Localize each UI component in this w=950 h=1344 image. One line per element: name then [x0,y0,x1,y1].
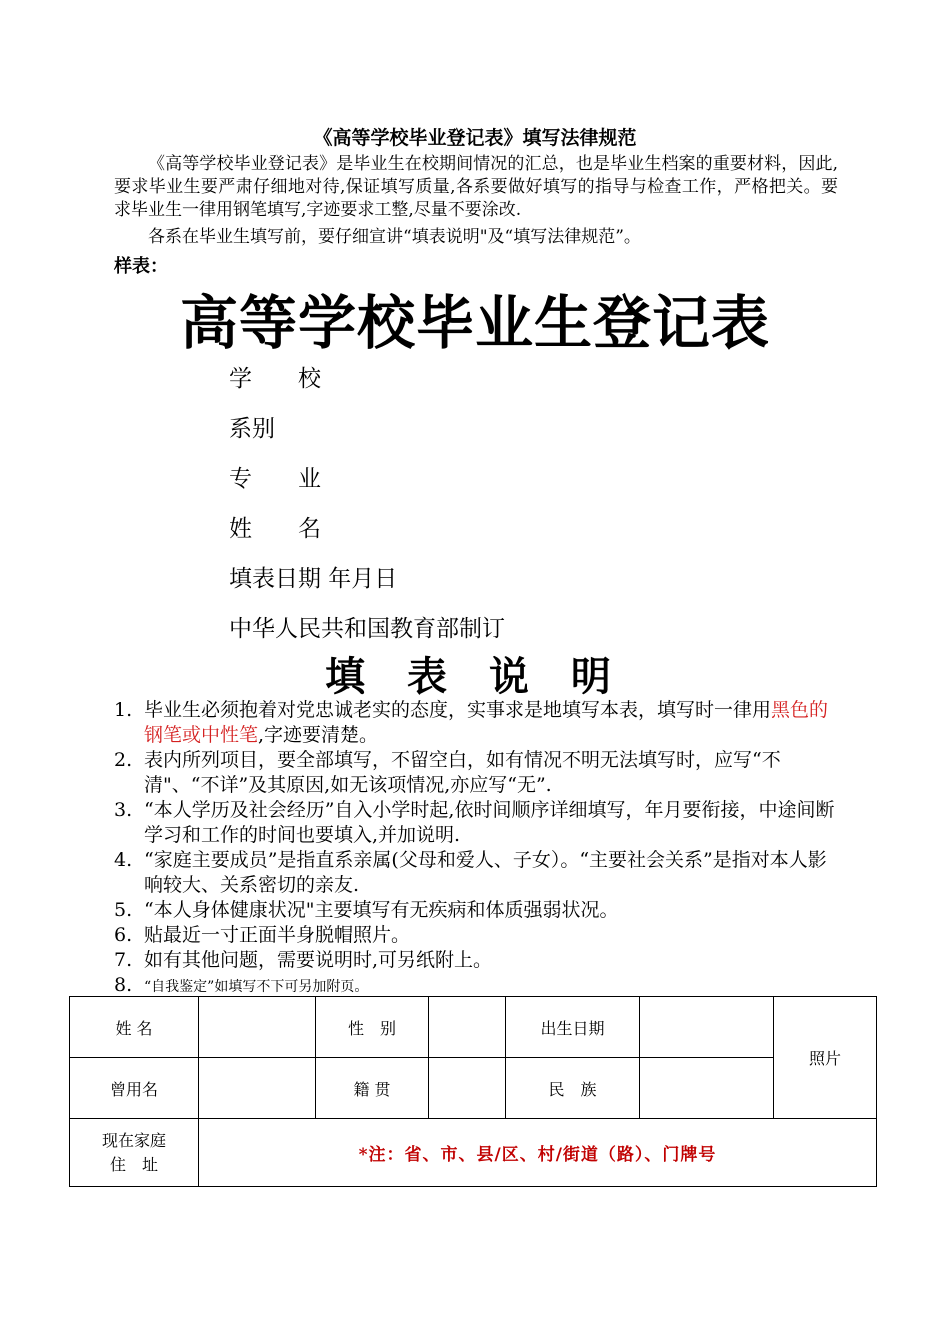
address-cell[interactable] [199,1119,877,1187]
instruction-number: 5. [114,899,133,921]
instruction-number: 2. [114,749,133,771]
instruction-item [114,948,838,973]
former-name-cell[interactable] [199,1058,316,1119]
instruction-item [114,698,838,748]
intro-paragraph-1: 《高等学校毕业登记表》是毕业生在校期间情况的汇总，也是毕业生档案的重要材料，因此,要求毕业生要严肃仔细地对待,保证填写质量,各系要做好填写的指导与检查工作，严格把关。要求毕业生一律用钢笔填写,字迹要求工整,尽量不要涂改. [114,154,838,220]
ethnicity-cell[interactable] [640,1058,774,1119]
birth-date-cell[interactable] [640,997,774,1058]
instruction-number: 7. [114,949,133,971]
gender-cell[interactable] [429,997,506,1058]
instruction-number: 6. [114,924,133,946]
instructions-title: 填 表 说 明 [325,653,625,700]
instructions-list [114,698,838,1000]
instruction-item [114,848,838,898]
cover-field-school: 学 校 [229,366,321,392]
instruction-number: 4. [114,849,133,871]
instruction-number: 1. [114,699,133,721]
instruction-text: “家庭主要成员”是指直系亲属(父母和爱人、子女）。“主要社会关系”是指对本人影响较大、关系密切的亲友. [144,849,827,896]
name-cell[interactable] [199,997,316,1058]
instruction-number: 8. [114,974,133,996]
address-note: *注：省、市、县/区、村/街道（路）、门牌号 [358,1145,717,1165]
address-label [70,1119,199,1187]
cover-field-issuer: 中华人民共和国教育部制订 [229,616,505,642]
cover-field-name: 姓 名 [229,516,321,542]
photo-cell[interactable]: 照片 [774,997,877,1119]
instruction-text: 表内所列项目，要全部填写，不留空白，如有情况不明无法填写时，应写“不清"、“不详”及其原因,如无该项情况,亦应写“无”. [144,749,781,796]
instruction-text: “本人学历及社会经历”自入小学时起,依时间顺序详细填写，年月要衔接，中途间断学习和工作的时间也要填入,并加说明. [144,799,835,846]
address-label-line-2: 住 址 [109,1154,158,1174]
address-label-line-1: 现在家庭 [101,1130,166,1150]
instruction-text: “本人身体健康状况"主要填写有无疾病和体质强弱状况。 [144,899,619,921]
form-title: 高等学校毕业生登记表 [179,289,770,357]
ethnicity-label: 民 族 [506,1058,640,1119]
birth-date-label: 出生日期 [506,997,640,1058]
cover-field-major: 专 业 [229,466,321,492]
native-place-cell[interactable] [429,1058,506,1119]
intro-paragraph-2: 各系在毕业生填写前，要仔细宣讲“填表说明"及“填写法律规范”。 [148,227,641,247]
sample-label: 样表： [114,256,168,277]
instruction-item [114,923,838,948]
instruction-number: 3. [114,799,133,821]
info-table [69,996,877,1187]
name-label: 姓 名 [70,997,199,1058]
instruction-highlight: 黑色的钢笔或中性笔 [144,699,829,746]
former-name-label: 曾用名 [70,1058,199,1119]
cover-field-department: 系别 [229,416,275,442]
instruction-text: “自我鉴定”如填写不下可另加附页。 [144,979,369,995]
instruction-text: 贴最近一寸正面半身脱帽照片。 [144,924,411,946]
instruction-text: 如有其他问题，需要说明时,可另纸附上。 [144,949,493,971]
cover-field-date: 填表日期 年月日 [229,566,398,592]
instruction-text: 毕业生必须抱着对党忠诚老实的态度，实事求是地填写本表，填写时一律用 [144,699,772,721]
document-title: 《高等学校毕业登记表》填写法律规范 [313,127,637,149]
gender-label: 性 别 [316,997,429,1058]
native-place-label: 籍 贯 [316,1058,429,1119]
instruction-item [114,748,838,798]
instruction-text-end: ,字迹要清楚。 [258,724,379,746]
instruction-item [114,798,838,848]
instruction-item [114,898,838,923]
